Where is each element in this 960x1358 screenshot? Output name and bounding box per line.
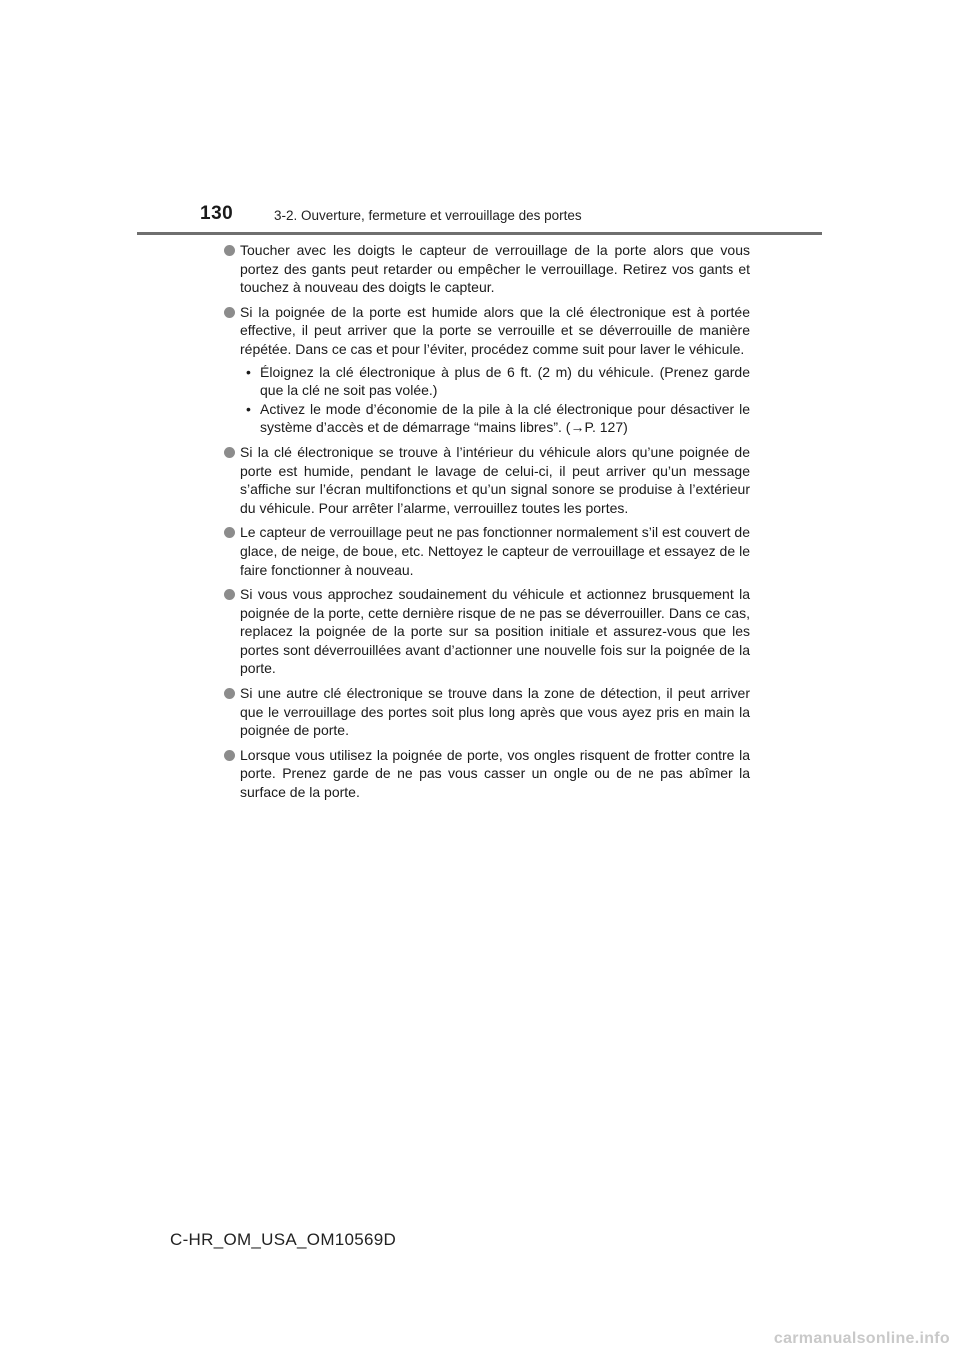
watermark: carmanualsonline.info	[773, 1330, 950, 1347]
bullet-dot-icon	[224, 447, 235, 458]
bullet-dot-icon	[224, 245, 235, 256]
list-item-text: Si une autre clé électronique se trouve dans la zone de détection, il peut arriver que le verrouillage des portes soit plus long après que vous ayez pris en main la poignée de porte.	[240, 685, 750, 739]
list-item-text: Lorsque vous utilisez la poignée de porte, vos ongles risquent de frotter contre la porte. Prenez garde de ne pas vous casser un ongle ou de ne pas abîmer la surface de la porte.	[240, 746, 750, 801]
list-item-text: Si la clé électronique se trouve à l’intérieur du véhicule alors qu’une poignée de porte est humide, pendant le lavage de celui-ci, il peut arriver qu’un message s’affiche sur l’écran multifonctions et qu’un signal sonore se produise à l’extérieur du véhicule. Pour arrêter l’alarme, verrouillez toutes les portes.	[240, 443, 750, 516]
sub-list-item	[240, 363, 750, 400]
bullet-dot-icon	[224, 750, 235, 761]
list-item-text: Si la poignée de la porte est humide alors que la clé électronique est à portée effective, il peut arriver que la porte se verrouille et se déverrouille de manière répétée. Dans ce cas et pour l’éviter, procédez comme suit pour laver le véhicule.	[240, 303, 750, 357]
bullet-dot-icon	[224, 307, 235, 318]
list-item	[222, 746, 750, 802]
bullet-dot-icon	[224, 527, 235, 538]
page-content	[222, 241, 750, 808]
sub-list	[240, 363, 750, 437]
list-item	[222, 585, 750, 678]
list-item	[222, 523, 750, 579]
sub-list-item	[240, 400, 750, 437]
bullet-dot-icon	[224, 688, 235, 699]
page-number: 130	[200, 203, 234, 224]
list-item-text: Le capteur de verrouillage peut ne pas fonctionner normalement s’il est couvert de glace, de neige, de boue, etc. Nettoyez le capteur de verrouillage et essayez de le faire fonctionner à nouveau.	[240, 524, 750, 578]
document-id: C-HR_OM_USA_OM10569D	[170, 1230, 397, 1249]
list-item	[222, 684, 750, 740]
list-item	[222, 303, 750, 437]
list-item	[222, 241, 750, 297]
list-item-text: Toucher avec les doigts le capteur de verrouillage de la porte alors que vous portez des gants peut retarder ou empêcher le verrouillage. Retirez vos gants et touchez à nouveau des doigts le capteur.	[240, 242, 750, 296]
sub-list-item-text: Activez le mode d’économie de la pile à la clé électronique pour désactiver le système d’accès et de démarrage “mains libres”. (→P. 127)	[260, 400, 750, 436]
section-title: 3-2. Ouverture, fermeture et verrouillage des portes	[274, 208, 582, 223]
bullet-icon: •	[246, 363, 251, 380]
list-item	[222, 443, 750, 517]
bullet-dot-icon	[224, 589, 235, 600]
header-divider	[137, 232, 822, 235]
bullet-icon: •	[246, 400, 251, 417]
sub-list-item-text: Éloignez la clé électronique à plus de 6 ft. (2 m) du véhicule. (Prenez garde que la clé ne soit pas volée.)	[260, 363, 750, 399]
list-item-text: Si vous vous approchez soudainement du véhicule et actionnez brusquement la poignée de la porte, cette dernière risque de ne pas se déverrouiller. Dans ce cas, replacez la poignée de la porte sur sa position initiale et assurez-vous que les portes sont déverrouillées avant d’actionner une nouvelle fois sur la poignée de la porte.	[240, 586, 750, 677]
